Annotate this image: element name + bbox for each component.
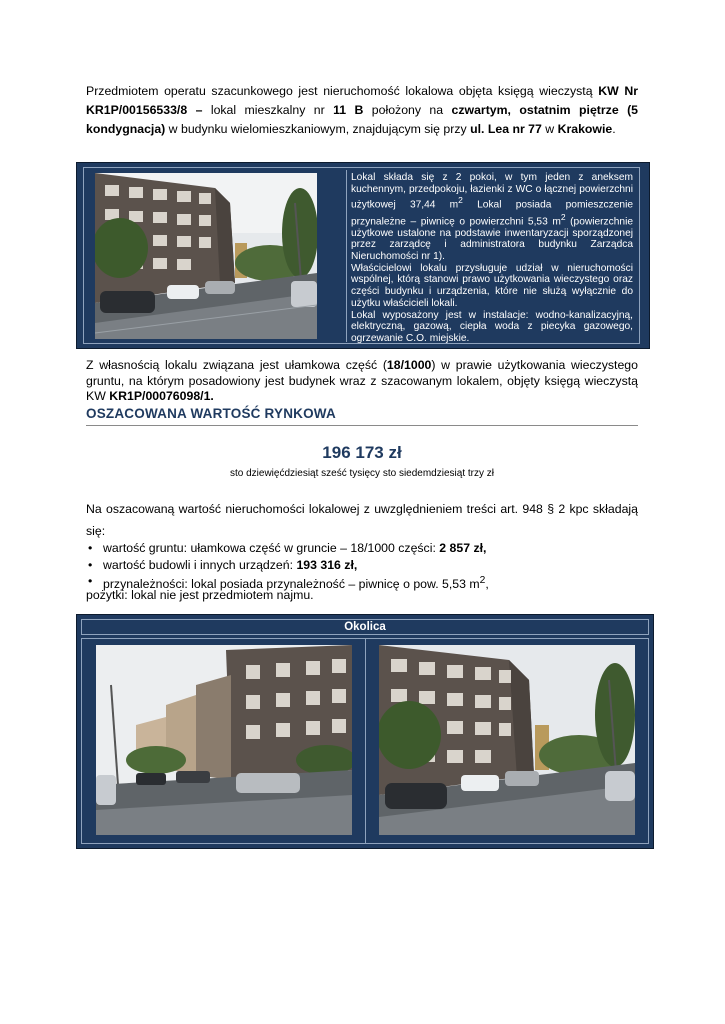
surroundings-title: Okolica	[81, 619, 649, 635]
superscript: 2	[479, 575, 486, 586]
share-text: ) w prawie użytkowania wieczystego gruntu, na którym posadowiony jest budynek wraz z szacowanym lokalem, objęty księgą wieczystą KW	[86, 358, 638, 403]
list-item-text: ,	[485, 577, 489, 592]
description-text: (powierzchnie użytkowe ustalone na podstawie inwentaryzacji sporządzonej przez zarządcę i administratora budynku Zarządca Nieruchomości nr 1).	[351, 215, 633, 262]
description-paragraph: Lokal wyposażony jest w instalacje: wodno-kanalizacyjną, elektryczną, gazową, ciepła woda z piecyka gazowego, ogrzewanie C.O. miejskie.	[351, 309, 633, 344]
list-item-text: wartość gruntu: ułamkowa część w gruncie – 18/1000 części:	[103, 541, 440, 555]
list-item	[86, 540, 638, 557]
superscript: 2	[560, 211, 566, 222]
land-register-number: KW Nr KR1P/00156533/8 –	[86, 84, 639, 117]
surroundings-frame	[81, 638, 649, 844]
surroundings-box	[76, 614, 654, 849]
intro-text: położony na	[363, 103, 452, 117]
floor-info: czwartym, ostatnim piętrze (5 kondygnacja)	[86, 103, 638, 136]
property-info-box	[76, 162, 650, 349]
composition-paragraph: Na oszacowaną wartość nieruchomości lokalowej z uwzględnieniem treści art. 948 § 2 kpc składają się:	[86, 502, 638, 538]
value-components-list	[86, 540, 638, 593]
property-description	[346, 170, 636, 342]
intro-paragraph	[86, 82, 638, 139]
superscript: 2	[458, 195, 463, 206]
apartment-number: 11 B	[333, 103, 364, 117]
market-value: 196 173 zł	[322, 443, 402, 462]
share-value: 18/1000	[386, 358, 432, 372]
list-item-text: przynależności: lokal posiada przynależność – piwnicę o pow. 5,53 m	[103, 577, 480, 592]
property-info-frame	[83, 167, 640, 344]
intro-text: .	[612, 122, 616, 136]
description-text: Lokal posiada pomieszczenie przynależne – piwnicę o powierzchni 5,53 m	[351, 199, 634, 227]
description-paragraph	[351, 172, 633, 263]
street-photo-left	[96, 645, 352, 835]
market-value-words: sto dziewięćdziesiąt sześć tysięcy sto siedemdziesiąt trzy zł	[230, 468, 494, 479]
intro-text: w budynku wielomieszkaniowym, znajdującym się przy	[165, 122, 471, 136]
income-note: pożytki: lokal nie jest przedmiotem najmu.	[86, 588, 314, 602]
description-paragraph: Właścicielowi lokalu przysługuje udział w nieruchomości wspólnej, którą stanowi prawo użytkowania wieczystego oraz części budynku i urządzenia, które nie służą wyłącznie do użytku właścicieli lokali.	[351, 262, 633, 309]
list-item-value: 2 857 zł,	[439, 541, 487, 555]
city-name: Krakowie	[557, 122, 613, 136]
list-item-text: wartość budowli i innych urządzeń:	[103, 557, 297, 572]
intro-text: Przedmiotem operatu szacunkowego jest nieruchomość lokalowa objęta księgą wieczystą	[86, 84, 599, 98]
list-item	[86, 557, 638, 574]
photo-divider	[365, 639, 366, 843]
land-register-number-2: KR1P/00076098/1.	[109, 389, 214, 403]
list-item-value: 193 316 zł,	[296, 557, 358, 572]
share-paragraph	[86, 358, 638, 405]
intro-text: w	[541, 122, 558, 136]
street-address: ul. Lea nr 77	[470, 122, 542, 136]
street-photo-right	[379, 645, 635, 835]
share-text: Z własnością lokalu związana jest ułamkowa część (	[86, 358, 387, 372]
intro-text: lokal mieszkalny nr	[202, 103, 334, 117]
description-text: Lokal składa się z 2 pokoi, w tym jeden z aneksem kuchennym, przedpokoju, łazienki z WC o łącznej powierzchni użytkowej 37,44 m	[351, 172, 633, 211]
section-heading: OSZACOWANA WARTOŚĆ RYNKOWA	[86, 406, 638, 426]
building-photo	[95, 173, 317, 339]
